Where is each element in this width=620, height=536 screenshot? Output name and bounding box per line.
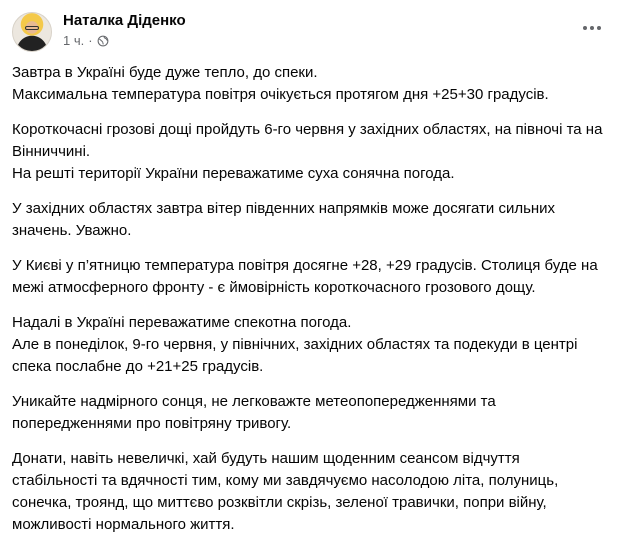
separator-dot: · — [88, 33, 93, 48]
post-paragraph: У Києві у п’ятницю температура повітря досягне +28, +29 градусів. Столиця буде на межі атмосферного фронту - є ймовірність короткочасного грозового дощу. — [12, 257, 598, 296]
post-header — [12, 4, 606, 54]
post-paragraph: Завтра в Україні буде дуже тепло, до спеки. Максимальна температура повітря очікується протягом дня +25+30 градусів. — [12, 64, 549, 103]
avatar-glasses — [25, 26, 39, 30]
post-subline — [63, 32, 186, 49]
post-timestamp[interactable]: 1 ч. — [63, 33, 85, 48]
post-paragraph: У західних областях завтра вітер південних напрямків може досягати сильних значень. Уважно. — [12, 200, 556, 239]
globe-icon[interactable] — [97, 35, 109, 47]
post-paragraph: Донати, навіть невеличкі, хай будуть нашим щоденним сеансом відчуття стабільності та вдячності тим, кому ми завдячуємо насолодою літа, полуниць, сонечка, троянд, що миттєво розквітли скрізь, зеленої травички, попри війну, можливості нормального життя. — [12, 450, 559, 533]
post-paragraph: Короткочасні грозові дощі пройдуть 6-го червня у західних областях, на півночі та на Вінниччині. На решті території України переважатиме суха сонячна погода. — [12, 121, 603, 182]
avatar[interactable] — [12, 12, 52, 52]
post-paragraph: Уникайте надмірного сонця, не легковажте метеопопередженнями та попередженнями про повітряну тривогу. — [12, 393, 496, 432]
author-name[interactable]: Наталка Діденко — [63, 12, 186, 29]
post-paragraph: Надалі в Україні переважатиме спекотна погода. Але в понеділок, 9-го червня, у північних, західних областях та подекуди в центрі спека послабне до +21+25 градусів. — [12, 314, 578, 375]
post-meta — [63, 11, 186, 49]
post-text — [12, 62, 606, 536]
more-options-icon[interactable] — [580, 18, 604, 38]
